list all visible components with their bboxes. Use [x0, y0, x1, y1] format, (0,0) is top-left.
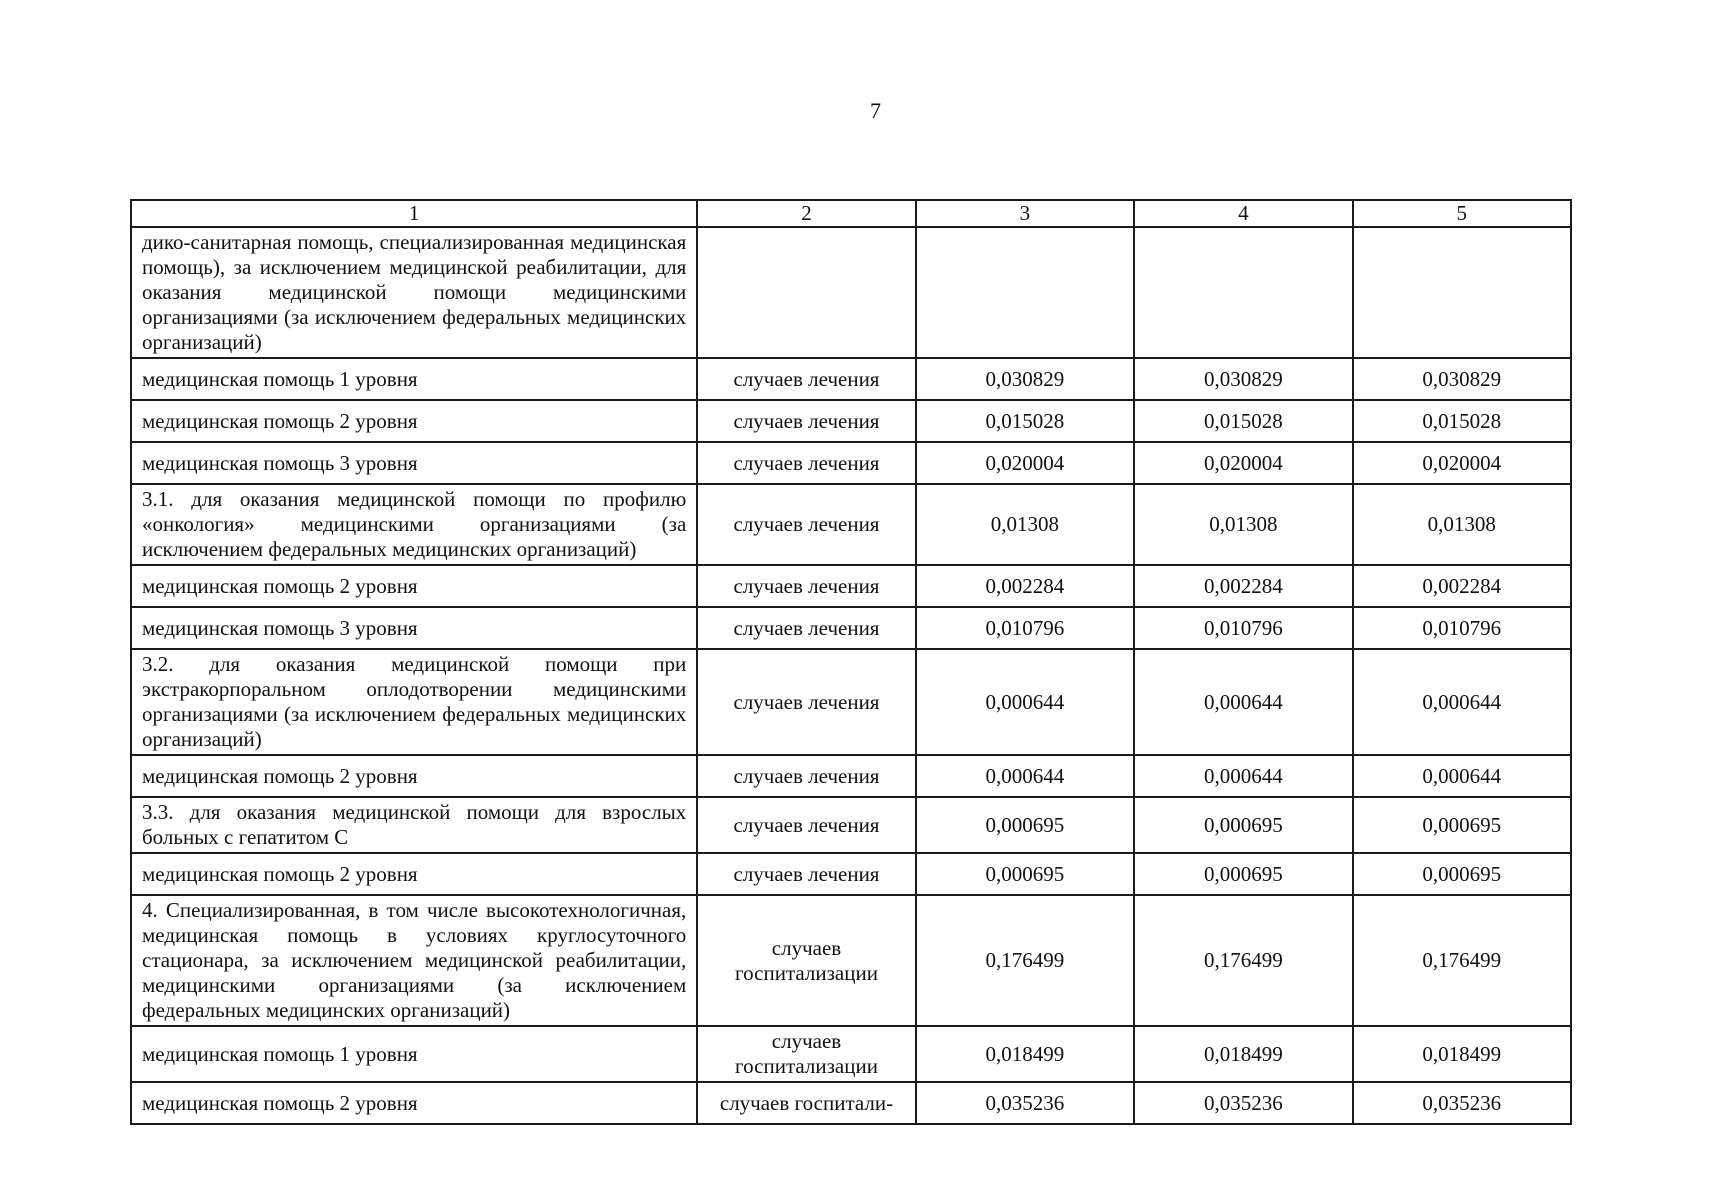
- row-unit: случаев госпитализации: [697, 1026, 915, 1082]
- row-description: медицинская помощь 2 уровня: [131, 400, 697, 442]
- row-value-col4: 0,01308: [1134, 484, 1352, 565]
- row-value-col4: 0,035236: [1134, 1082, 1352, 1124]
- row-description: медицинская помощь 2 уровня: [131, 755, 697, 797]
- row-value-col5: 0,000695: [1353, 853, 1571, 895]
- table-row: [131, 442, 1571, 484]
- table-row: [131, 649, 1571, 755]
- row-value-col5: 0,015028: [1353, 400, 1571, 442]
- row-unit: случаев госпитали-: [697, 1082, 915, 1124]
- row-value-col3: 0,002284: [916, 565, 1134, 607]
- column-header-2: 2: [697, 200, 915, 227]
- table-row: [131, 565, 1571, 607]
- row-value-col3: 0,035236: [916, 1082, 1134, 1124]
- row-description: 4. Специализированная, в том числе высокотехнологичная, медицинская помощь в условиях круглосуточного стационара, за исключением медицинской реабилитации, медицинскими организациями (за исключением федеральных медицинских организаций): [131, 895, 697, 1026]
- row-unit: случаев госпитализации: [697, 895, 915, 1026]
- row-description: медицинская помощь 3 уровня: [131, 607, 697, 649]
- row-unit: случаев лечения: [697, 755, 915, 797]
- row-value-col3: 0,010796: [916, 607, 1134, 649]
- row-value-col3: 0,000644: [916, 649, 1134, 755]
- row-value-col5: 0,018499: [1353, 1026, 1571, 1082]
- row-value-col3: 0,000644: [916, 755, 1134, 797]
- row-value-col4: 0,176499: [1134, 895, 1352, 1026]
- table-row: [131, 227, 1571, 358]
- column-header-4: 4: [1134, 200, 1352, 227]
- row-value-col3: 0,01308: [916, 484, 1134, 565]
- row-description: дико-санитарная помощь, специализированная медицинская помощь), за исключением медицинской реабилитации, для оказания медицинской помощи медицинскими организациями (за исключением федеральных медицинских организаций): [131, 227, 697, 358]
- row-unit: случаев лечения: [697, 358, 915, 400]
- table-row: [131, 358, 1571, 400]
- row-unit: случаев лечения: [697, 565, 915, 607]
- row-description: 3.1. для оказания медицинской помощи по профилю «онкология» медицинскими организациями (за исключением федеральных медицинских организаций): [131, 484, 697, 565]
- table-row: [131, 400, 1571, 442]
- row-value-col5: 0,035236: [1353, 1082, 1571, 1124]
- row-unit: случаев лечения: [697, 853, 915, 895]
- column-header-3: 3: [916, 200, 1134, 227]
- row-value-col3: 0,018499: [916, 1026, 1134, 1082]
- row-value-col3: 0,000695: [916, 853, 1134, 895]
- row-value-col4: 0,018499: [1134, 1026, 1352, 1082]
- row-description: медицинская помощь 3 уровня: [131, 442, 697, 484]
- row-value-col5: 0,010796: [1353, 607, 1571, 649]
- table-row: [131, 1082, 1571, 1124]
- row-value-col3: 0,020004: [916, 442, 1134, 484]
- column-header-1: 1: [131, 200, 697, 227]
- row-value-col4: 0,015028: [1134, 400, 1352, 442]
- row-value-col3: 0,015028: [916, 400, 1134, 442]
- row-value-col5: 0,01308: [1353, 484, 1571, 565]
- row-value-col4: 0,020004: [1134, 442, 1352, 484]
- row-value-col5: 0,000695: [1353, 797, 1571, 853]
- row-description: 3.2. для оказания медицинской помощи при экстракорпоральном оплодотворении медицинскими организациями (за исключением федеральных медицинских организаций): [131, 649, 697, 755]
- row-value-col3: 0,030829: [916, 358, 1134, 400]
- row-unit: [697, 227, 915, 358]
- table-row: [131, 1026, 1571, 1082]
- table-row: [131, 607, 1571, 649]
- table-row: [131, 484, 1571, 565]
- row-value-col4: 0,000644: [1134, 649, 1352, 755]
- row-description: медицинская помощь 2 уровня: [131, 853, 697, 895]
- row-description: 3.3. для оказания медицинской помощи для взрослых больных с гепатитом С: [131, 797, 697, 853]
- row-unit: случаев лечения: [697, 649, 915, 755]
- row-description: медицинская помощь 1 уровня: [131, 1026, 697, 1082]
- row-value-col5: 0,030829: [1353, 358, 1571, 400]
- table-row: [131, 797, 1571, 853]
- row-description: медицинская помощь 2 уровня: [131, 1082, 697, 1124]
- row-value-col5: 0,002284: [1353, 565, 1571, 607]
- row-value-col5: 0,000644: [1353, 755, 1571, 797]
- row-description: медицинская помощь 2 уровня: [131, 565, 697, 607]
- row-value-col5: 0,000644: [1353, 649, 1571, 755]
- row-value-col4: 0,000644: [1134, 755, 1352, 797]
- row-value-col4: 0,002284: [1134, 565, 1352, 607]
- row-unit: случаев лечения: [697, 400, 915, 442]
- row-value-col3: 0,176499: [916, 895, 1134, 1026]
- row-unit: случаев лечения: [697, 442, 915, 484]
- page-number: 7: [870, 98, 881, 123]
- row-value-col4: 0,010796: [1134, 607, 1352, 649]
- table-row: [131, 895, 1571, 1026]
- row-value-col4: 0,030829: [1134, 358, 1352, 400]
- row-value-col5: [1353, 227, 1571, 358]
- row-value-col3: [916, 227, 1134, 358]
- row-description: медицинская помощь 1 уровня: [131, 358, 697, 400]
- table-row: [131, 755, 1571, 797]
- data-table: [130, 199, 1572, 1125]
- row-value-col5: 0,020004: [1353, 442, 1571, 484]
- table-header-row: [131, 200, 1571, 227]
- row-value-col4: [1134, 227, 1352, 358]
- column-header-5: 5: [1353, 200, 1571, 227]
- row-value-col4: 0,000695: [1134, 797, 1352, 853]
- row-value-col4: 0,000695: [1134, 853, 1352, 895]
- row-unit: случаев лечения: [697, 797, 915, 853]
- row-value-col3: 0,000695: [916, 797, 1134, 853]
- row-unit: случаев лечения: [697, 484, 915, 565]
- row-unit: случаев лечения: [697, 607, 915, 649]
- table-row: [131, 853, 1571, 895]
- row-value-col5: 0,176499: [1353, 895, 1571, 1026]
